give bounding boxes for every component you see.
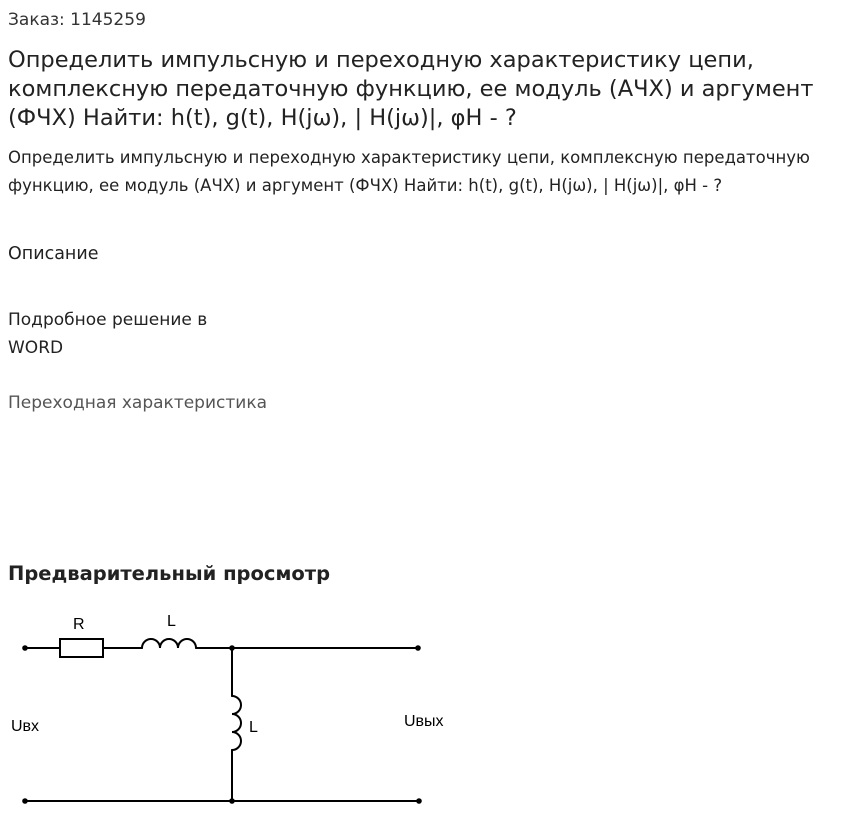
input-terminal-bottom <box>22 798 28 804</box>
output-terminal-top <box>415 645 421 651</box>
task-description: Определить импульсную и переходную характеристику цепи, комплексную передаточную функцию, ее модуль (АЧХ) и аргумент (ФЧХ) Найти: h(t), g(t), H(jω), | H(jω)|, φH - ? <box>8 148 810 195</box>
solution-note: Подробное решение в WORD <box>8 310 208 358</box>
input-terminal-top <box>22 645 28 651</box>
shunt-inductor-label: L <box>249 719 258 736</box>
series-inductor <box>142 639 196 648</box>
output-terminal-bottom <box>416 798 422 804</box>
order-number: Заказ: 1145259 <box>8 10 146 30</box>
circuit-diagram <box>0 600 460 815</box>
resistor <box>60 639 103 657</box>
page-title: Определить импульсную и переходную характеристику цепи, комплексную передаточную функцию, ее модуль (АЧХ) и аргумент (ФЧХ) Найти: h(t), g(t), H(jω), | H(jω)|, φH - ? <box>8 47 814 131</box>
input-voltage-label: Uвх <box>11 718 40 735</box>
transient-response-link[interactable]: Переходная характеристика <box>8 393 268 413</box>
resistor-label: R <box>73 616 85 633</box>
preview-heading: Предварительный просмотр <box>8 562 331 585</box>
description-section-label: Описание <box>8 244 99 264</box>
shunt-inductor <box>232 696 241 750</box>
series-inductor-label: L <box>167 613 176 630</box>
junction-node-top <box>229 645 235 651</box>
junction-node-bottom <box>229 798 235 804</box>
output-voltage-label: Uвых <box>404 713 444 730</box>
